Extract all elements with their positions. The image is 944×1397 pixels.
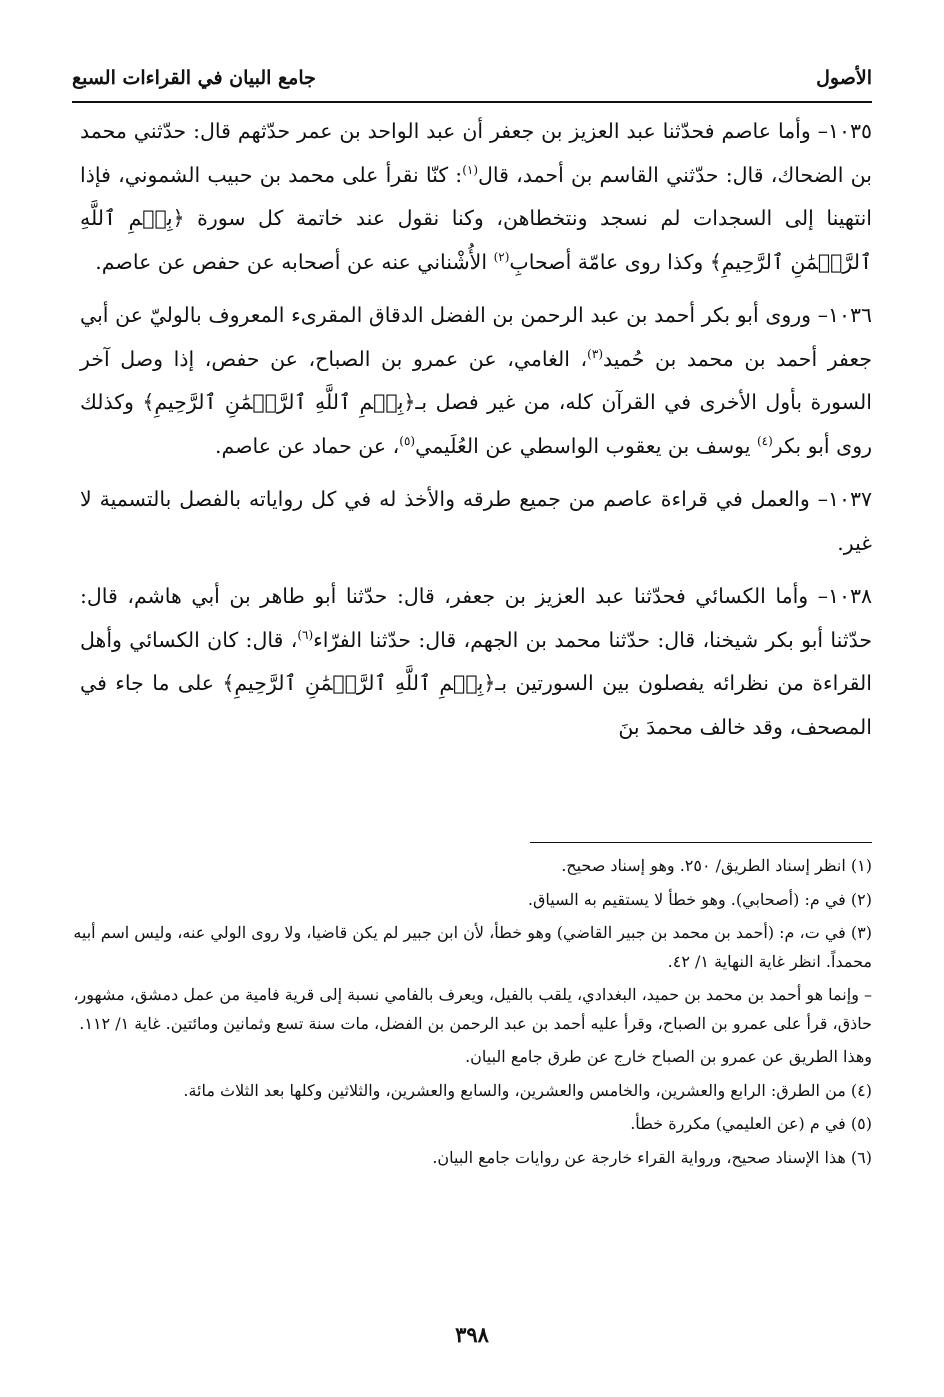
paragraph-text: – وأما الكسائي فحدّثنا عبد العزيز بن جعفر، قال: حدّثنا أبو طاهر بن أبي هاشم، قال: حدّثنا أبو بكر شيخنا، قال: حدّثنا محمد بن الجهم، قال: حدّثنا الفرّاء — [80, 584, 873, 652]
paragraph-text: يوسف بن يعقوب الواسطي عن العُلَيمي — [415, 433, 757, 458]
paragraph-text: ، الغامي، عن عمرو بن الصباح، عن حفص، إذا وصل آخر السورة بأول الأخرى في القرآن كله، من غير فصل بـ — [80, 346, 872, 414]
footnote-ref: (١) — [462, 162, 479, 177]
paragraph-text: الأُشْناني عنه عن أصحابه عن حفص عن عاصم. — [95, 249, 494, 274]
footnote-ref: (٦) — [297, 627, 314, 642]
main-text — [80, 110, 872, 759]
footnote-6: (٦) هذا الإسناد صحيح، ورواية القراء خارجة عن روايات جامع البيان. — [432, 1147, 872, 1167]
paragraph-number: ١٠٣٨ — [827, 584, 872, 608]
basmala: ﴿بِسۡمِ ٱللَّهِ ٱلرَّحۡمَٰنِ ٱلرَّحِيمِ﴾ — [222, 671, 496, 695]
paragraph-text: على ما جاء في المصحف، وقد خالف محمدَ بنَ — [80, 671, 872, 739]
paragraph-number: ١٠٣٦ — [827, 303, 872, 327]
paragraph-text: : كنّا نقرأ على محمد بن حبيب الشموني، فإذا انتهينا إلى السجدات لم نسجد ونتخطاهن، وكنا نقول عند خاتمة كل سورة — [80, 162, 872, 230]
footnote-ref: (٥) — [399, 433, 416, 448]
footnotes — [72, 852, 872, 1177]
footnote-ref: (٢) — [493, 249, 510, 264]
paragraph-1036 — [80, 294, 872, 468]
paragraph-number: ١٠٣٥ — [827, 119, 872, 143]
paragraph-number: ١٠٣٧ — [827, 487, 872, 511]
footnote-2: (٢) في م: (أصحابي). وهو خطأ لا يستقيم به السياق. — [527, 889, 872, 909]
footnote-3: (٣) في ت، م: (أحمد بن محمد بن جبير القاضي) وهو خطأ، لأن ابن جبير لم يكن قاضيا، ولا روى الولي عنه، وليس اسم أبيه محمداً. انظر غاية النهاية ١/ ٤٢. — [73, 923, 872, 971]
paragraph-text: – والعمل في قراءة عاصم من جميع طرقه والأخذ له في كل رواياته بالفصل بالتسمية لا غير. — [80, 487, 872, 555]
paragraph-text: – وأما عاصم فحدّثنا عبد العزيز بن جعفر أن عبد الواحد بن عمر حدّثهم قال: حدّثني محمد بن الضحاك، قال: حدّثني القاسم بن أحمد، قال — [80, 119, 872, 187]
footnote-rule — [530, 842, 872, 843]
paragraph-1035 — [80, 110, 872, 284]
basmala: ﴿بِسۡمِ ٱللَّهِ ٱلرَّحۡمَٰنِ ٱلرَّحِيمِ﴾ — [80, 206, 872, 274]
paragraph-1037 — [80, 478, 872, 565]
paragraph-text: وكذا روى عامّة أصحابِ — [509, 249, 710, 274]
footnote-5: (٥) في م (عن العليمي) مكررة خطأ. — [630, 1114, 872, 1133]
paragraph-text: – وروى أبو بكر أحمد بن عبد الرحمن بن الفضل الدقاق المقرىء المعروف بالوليّ عن أبي جعفر أحمد بن محمد بن حُميد — [80, 303, 872, 371]
footnote-ref: (٣) — [587, 346, 603, 361]
paragraph-text: ، قال: كان الكسائي وأهل القراءة من نظرائه يفصلون بين السورتين بـ — [80, 627, 872, 695]
basmala: ﴿بِسۡمِ ٱللَّهِ ٱلرَّحۡمَٰنِ ٱلرَّحِيمِ﴾ — [142, 390, 416, 414]
section-title: الأصول — [816, 67, 872, 89]
footnote-1: (١) انظر إسناد الطريق/ ٢٥٠. وهو إسناد صحيح. — [561, 856, 872, 875]
header-rule — [72, 101, 872, 103]
paragraph-text: ، عن حماد عن عاصم. — [214, 433, 400, 458]
footnote-3-continued: – وإنما هو أحمد بن محمد بن حميد، البغدادي، يلقب بالفيل، ويعرف بالفامي نسبة إلى قرية فامية من عمل دمشق، مشهور، حاذق، قرأ على عمرو بن الصباح، وقرأ عليه أحمد بن عبد الرحمن بن الفضل، مات سنة تسع وثمانين ومائتين. غاية ١/ ١١٢. — [73, 985, 872, 1033]
paragraph-text: وكذلك روى أبو بكر — [80, 390, 872, 458]
footnote-ref: (٤) — [756, 433, 773, 448]
running-header — [72, 58, 872, 98]
footnote-4: (٤) من الطرق: الرابع والعشرين، والخامس والعشرين، والسابع والعشرين، والثلاثين وكلها بعد الثلاث مائة. — [183, 1080, 872, 1100]
paragraph-1038 — [80, 575, 872, 749]
page-number: ٣٩٨ — [455, 1322, 489, 1347]
book-title: جامع البيان في القراءات السبع — [72, 67, 316, 89]
footnote-3-note: وهذا الطريق عن عمرو بن الصباح خارج عن طرق جامع البيان. — [465, 1047, 872, 1066]
